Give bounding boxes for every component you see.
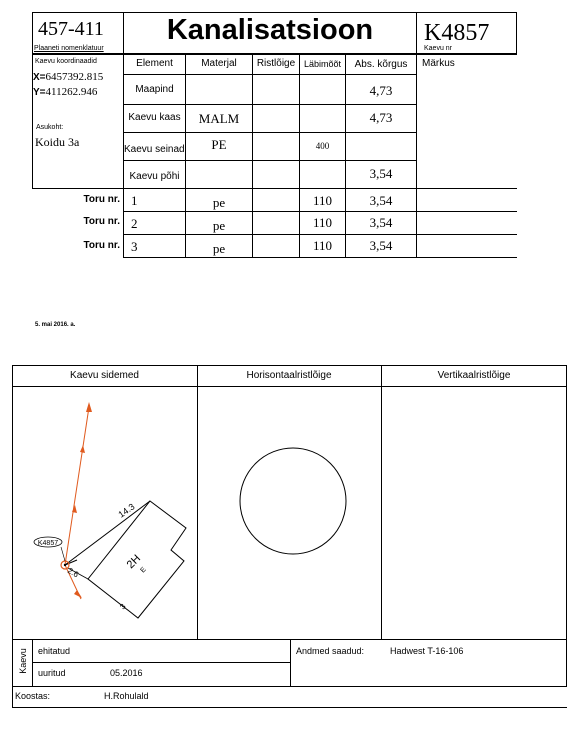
col-header-material: Materjal [201, 58, 237, 69]
pipe-material: pe [212, 241, 226, 256]
dim-short-label: 2.6 [66, 565, 81, 580]
arrow-icon [72, 505, 77, 513]
horizontal-section-drawing [198, 387, 381, 639]
well-id: K4857 [424, 20, 490, 46]
coord-y: Y=411262.946 [33, 86, 98, 98]
row-element: Kaevu kaas [128, 112, 181, 123]
well-sketch [13, 387, 197, 639]
data-source-value: Hadwest T-16-106 [390, 646, 464, 656]
pipe-abs: 3,54 [369, 238, 393, 253]
pipe-material: pe [212, 195, 226, 210]
address-value: Koidu 3a [35, 135, 80, 149]
col-header-cross: Ristlõige [256, 58, 296, 69]
pipe-label: Toru nr. [83, 240, 120, 251]
col-header-diameter: Läbimõõt [303, 59, 342, 69]
col-header-note: Märkus [422, 58, 455, 69]
arrow-icon [86, 402, 92, 412]
row-material: MALM [198, 111, 240, 126]
row-element: Kaevu põhi [129, 171, 180, 182]
coordinates-label: Kaevu koordinaadid [35, 58, 97, 65]
pipe-abs: 3,54 [369, 215, 393, 230]
arrow-icon [74, 590, 82, 598]
pipe-line [65, 407, 89, 565]
row-element: Maapind [135, 84, 174, 95]
dim-long-label: 14.3 [116, 501, 137, 520]
row-abs: 4,73 [369, 110, 393, 125]
header-well-links: Kaevu sidemed [70, 370, 139, 381]
author-value: H.Rohulald [104, 691, 149, 701]
side-label: 3 [118, 601, 128, 612]
row-element: Kaevu seinad [124, 144, 185, 155]
pipe-abs: 3,54 [369, 193, 393, 208]
well-circle [240, 448, 346, 554]
map-sheet-label: Plaaneti nomenklatuur [34, 45, 104, 52]
date-note: 5. mai 2016. a. [35, 322, 76, 328]
pipe-material: pe [212, 218, 226, 233]
pipe-diameter: 110 [312, 193, 333, 208]
row-diameter: 400 [315, 141, 330, 151]
coord-x: X=6457392.815 [33, 71, 104, 83]
row-abs: 3,54 [369, 166, 393, 181]
author-label: Koostas: [15, 691, 51, 701]
header-vertical-section: Vertikaalristlõige [437, 370, 511, 381]
well-center-icon [64, 564, 66, 566]
pipe-diameter: 110 [312, 215, 333, 230]
well-id-label: Kaevu nr [424, 45, 453, 52]
well-tag: K4857 [37, 540, 59, 547]
well-tag-leader [61, 547, 65, 561]
header-horizontal-section: Horisontaalristlõige [246, 370, 332, 381]
surveyed-value: 05.2016 [110, 668, 143, 678]
pipe-number: 3 [131, 239, 138, 254]
address-label: Asukoht: [36, 124, 64, 131]
arrow-icon [80, 445, 85, 453]
built-label: ehitatud [38, 646, 71, 656]
data-source-label: Andmed saadud: [296, 646, 365, 656]
pipe-label: Toru nr. [83, 194, 120, 205]
building-label: 2H [124, 552, 144, 572]
page-title: Kanalisatsioon [166, 14, 374, 46]
building-sub-label: E [139, 566, 148, 575]
pipe-label: Toru nr. [83, 216, 120, 227]
col-header-element: Element [136, 58, 173, 69]
map-sheet: 457-411 [38, 18, 104, 40]
pipe-number: 1 [131, 193, 138, 208]
pipe-diameter: 110 [312, 238, 333, 253]
pipe-number: 2 [131, 216, 138, 231]
row-abs: 4,73 [369, 83, 393, 98]
surveyed-label: uuritud [38, 668, 66, 678]
footer-side-label: Kaevu [18, 648, 28, 674]
row-material: PE [211, 137, 227, 152]
col-header-abs: Abs. kõrgus [354, 59, 408, 70]
